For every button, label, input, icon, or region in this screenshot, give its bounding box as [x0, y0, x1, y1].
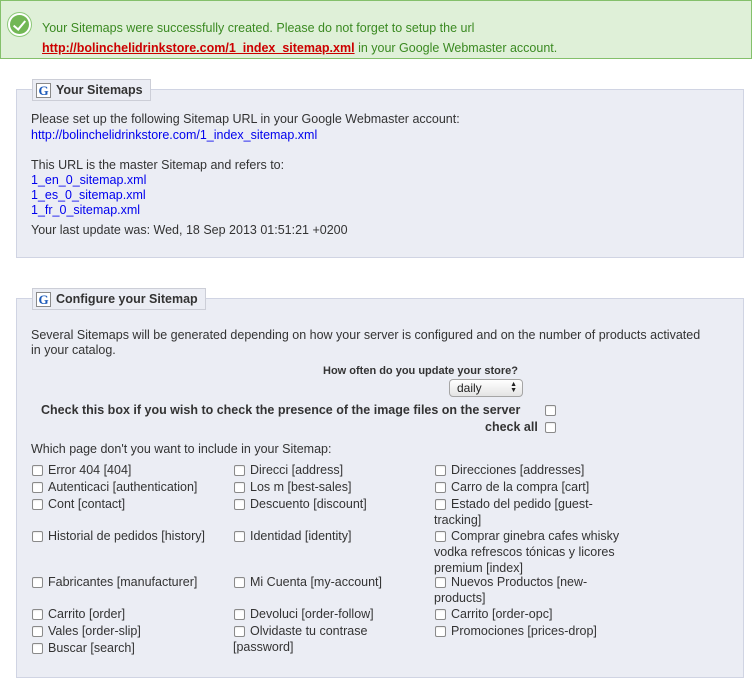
- image-check-checkbox[interactable]: [545, 405, 556, 416]
- page-checkbox[interactable]: [32, 643, 43, 654]
- page-option-label: Descuento [discount]: [250, 497, 367, 511]
- frequency-label: How often do you update your store?: [323, 365, 518, 377]
- success-line2-suffix: in your Google Webmaster account.: [358, 41, 558, 55]
- instruction-text: Please set up the following Sitemap URL in your Google Webmaster account:: [31, 112, 460, 126]
- exclude-heading: Which page don't you want to include in your Sitemap:: [31, 442, 332, 456]
- frequency-value: daily: [457, 381, 482, 395]
- image-check-label: Check this box if you wish to check the presence of the image files on the server: [41, 403, 521, 417]
- page-checkbox[interactable]: [234, 465, 245, 476]
- panel-legend: [32, 288, 206, 310]
- page-checkbox[interactable]: [234, 482, 245, 493]
- check-all-checkbox[interactable]: [545, 422, 556, 433]
- success-banner: [0, 0, 752, 59]
- page-option-label: Estado del pedido [guest-: [451, 497, 593, 511]
- page-option-label: Vales [order-slip]: [48, 624, 141, 638]
- intro-line2: in your catalog.: [31, 343, 116, 357]
- success-line1: Your Sitemaps were successfully created. Please do not forget to setup the url: [42, 21, 475, 35]
- page-option-label: Fabricantes [manufacturer]: [48, 575, 198, 589]
- page-checkbox[interactable]: [435, 577, 446, 588]
- page-checkbox[interactable]: [435, 482, 446, 493]
- page-checkbox[interactable]: [32, 465, 43, 476]
- page-checkbox[interactable]: [234, 531, 245, 542]
- page-option-label: Carro de la compra [cart]: [451, 480, 590, 494]
- page-checkbox[interactable]: [32, 482, 43, 493]
- page-checkbox[interactable]: [32, 531, 43, 542]
- panel-title: Your Sitemaps: [56, 83, 143, 97]
- page-option-label: Historial de pedidos [history]: [48, 529, 206, 543]
- success-message: [42, 18, 557, 58]
- page-checkbox[interactable]: [32, 577, 43, 588]
- page-option-label: premium [index]: [434, 561, 523, 575]
- page-option-label: Mi Cuenta [my-account]: [250, 575, 382, 589]
- page-option-label: Buscar [search]: [48, 641, 135, 655]
- panel-title: Configure your Sitemap: [56, 292, 198, 306]
- master-note: This URL is the master Sitemap and refers to:: [31, 158, 285, 172]
- sitemap-file-link-en[interactable]: 1_en_0_sitemap.xml: [31, 173, 147, 187]
- page-option-label: Carrito [order]: [48, 607, 126, 621]
- page-option-label: [password]: [233, 640, 294, 654]
- google-icon: G: [36, 292, 51, 307]
- page-checkbox[interactable]: [32, 499, 43, 510]
- page-option-label: Comprar ginebra cafes whisky: [451, 529, 620, 543]
- your-sitemaps-panel: [16, 82, 744, 258]
- master-sitemap-link[interactable]: http://bolinchelidrinkstore.com/1_index_sitemap.xml: [31, 128, 318, 142]
- page-option-label: Identidad [identity]: [250, 529, 352, 543]
- page-option-label: Direcci [address]: [250, 463, 344, 477]
- page-checkbox[interactable]: [32, 609, 43, 620]
- panel-legend: [32, 79, 151, 101]
- google-icon: G: [36, 83, 51, 98]
- page-option-label: vodka refrescos tónicas y licores: [434, 545, 615, 559]
- page-option-label: Nuevos Productos [new-: [451, 575, 588, 589]
- intro-line1: Several Sitemaps will be generated depending on how your server is configured and on the number of products activated: [31, 328, 701, 342]
- page-checkbox[interactable]: [435, 609, 446, 620]
- page-checkbox[interactable]: [234, 609, 245, 620]
- sitemap-file-link-fr[interactable]: 1_fr_0_sitemap.xml: [31, 203, 141, 217]
- page-checkbox[interactable]: [234, 499, 245, 510]
- page-checkbox[interactable]: [435, 499, 446, 510]
- select-arrows-icon: ▲ ▼: [510, 381, 517, 394]
- page-option-label: tracking]: [434, 513, 482, 527]
- sitemap-index-link[interactable]: http://bolinchelidrinkstore.com/1_index_sitemap.xml: [42, 41, 355, 55]
- page-option-label: Error 404 [404]: [48, 463, 132, 477]
- page-checkbox[interactable]: [435, 626, 446, 637]
- page-option-label: Devoluci [order-follow]: [250, 607, 374, 621]
- last-update-text: Your last update was: Wed, 18 Sep 2013 01:51:21 +0200: [31, 223, 348, 237]
- page-checkbox[interactable]: [234, 577, 245, 588]
- page-checkbox[interactable]: [234, 626, 245, 637]
- page-checkbox[interactable]: [435, 531, 446, 542]
- page-option-label: Promociones [prices-drop]: [451, 624, 597, 638]
- page-option-label: Carrito [order-opc]: [451, 607, 553, 621]
- page-option-label: Autenticaci [authentication]: [48, 480, 198, 494]
- page-option-label: Olvidaste tu contrase: [250, 624, 368, 638]
- page-checkbox[interactable]: [32, 626, 43, 637]
- checkmark-icon: [7, 12, 32, 37]
- frequency-select[interactable]: [449, 379, 523, 397]
- page-option-label: products]: [434, 591, 486, 605]
- sitemap-file-link-es[interactable]: 1_es_0_sitemap.xml: [31, 188, 146, 202]
- configure-sitemap-panel: [16, 291, 744, 678]
- page-checkbox[interactable]: [435, 465, 446, 476]
- page-option-label: Direcciones [addresses]: [451, 463, 585, 477]
- page-option-label: Cont [contact]: [48, 497, 126, 511]
- check-all-label: check all: [485, 420, 538, 434]
- page-option-label: Los m [best-sales]: [250, 480, 352, 494]
